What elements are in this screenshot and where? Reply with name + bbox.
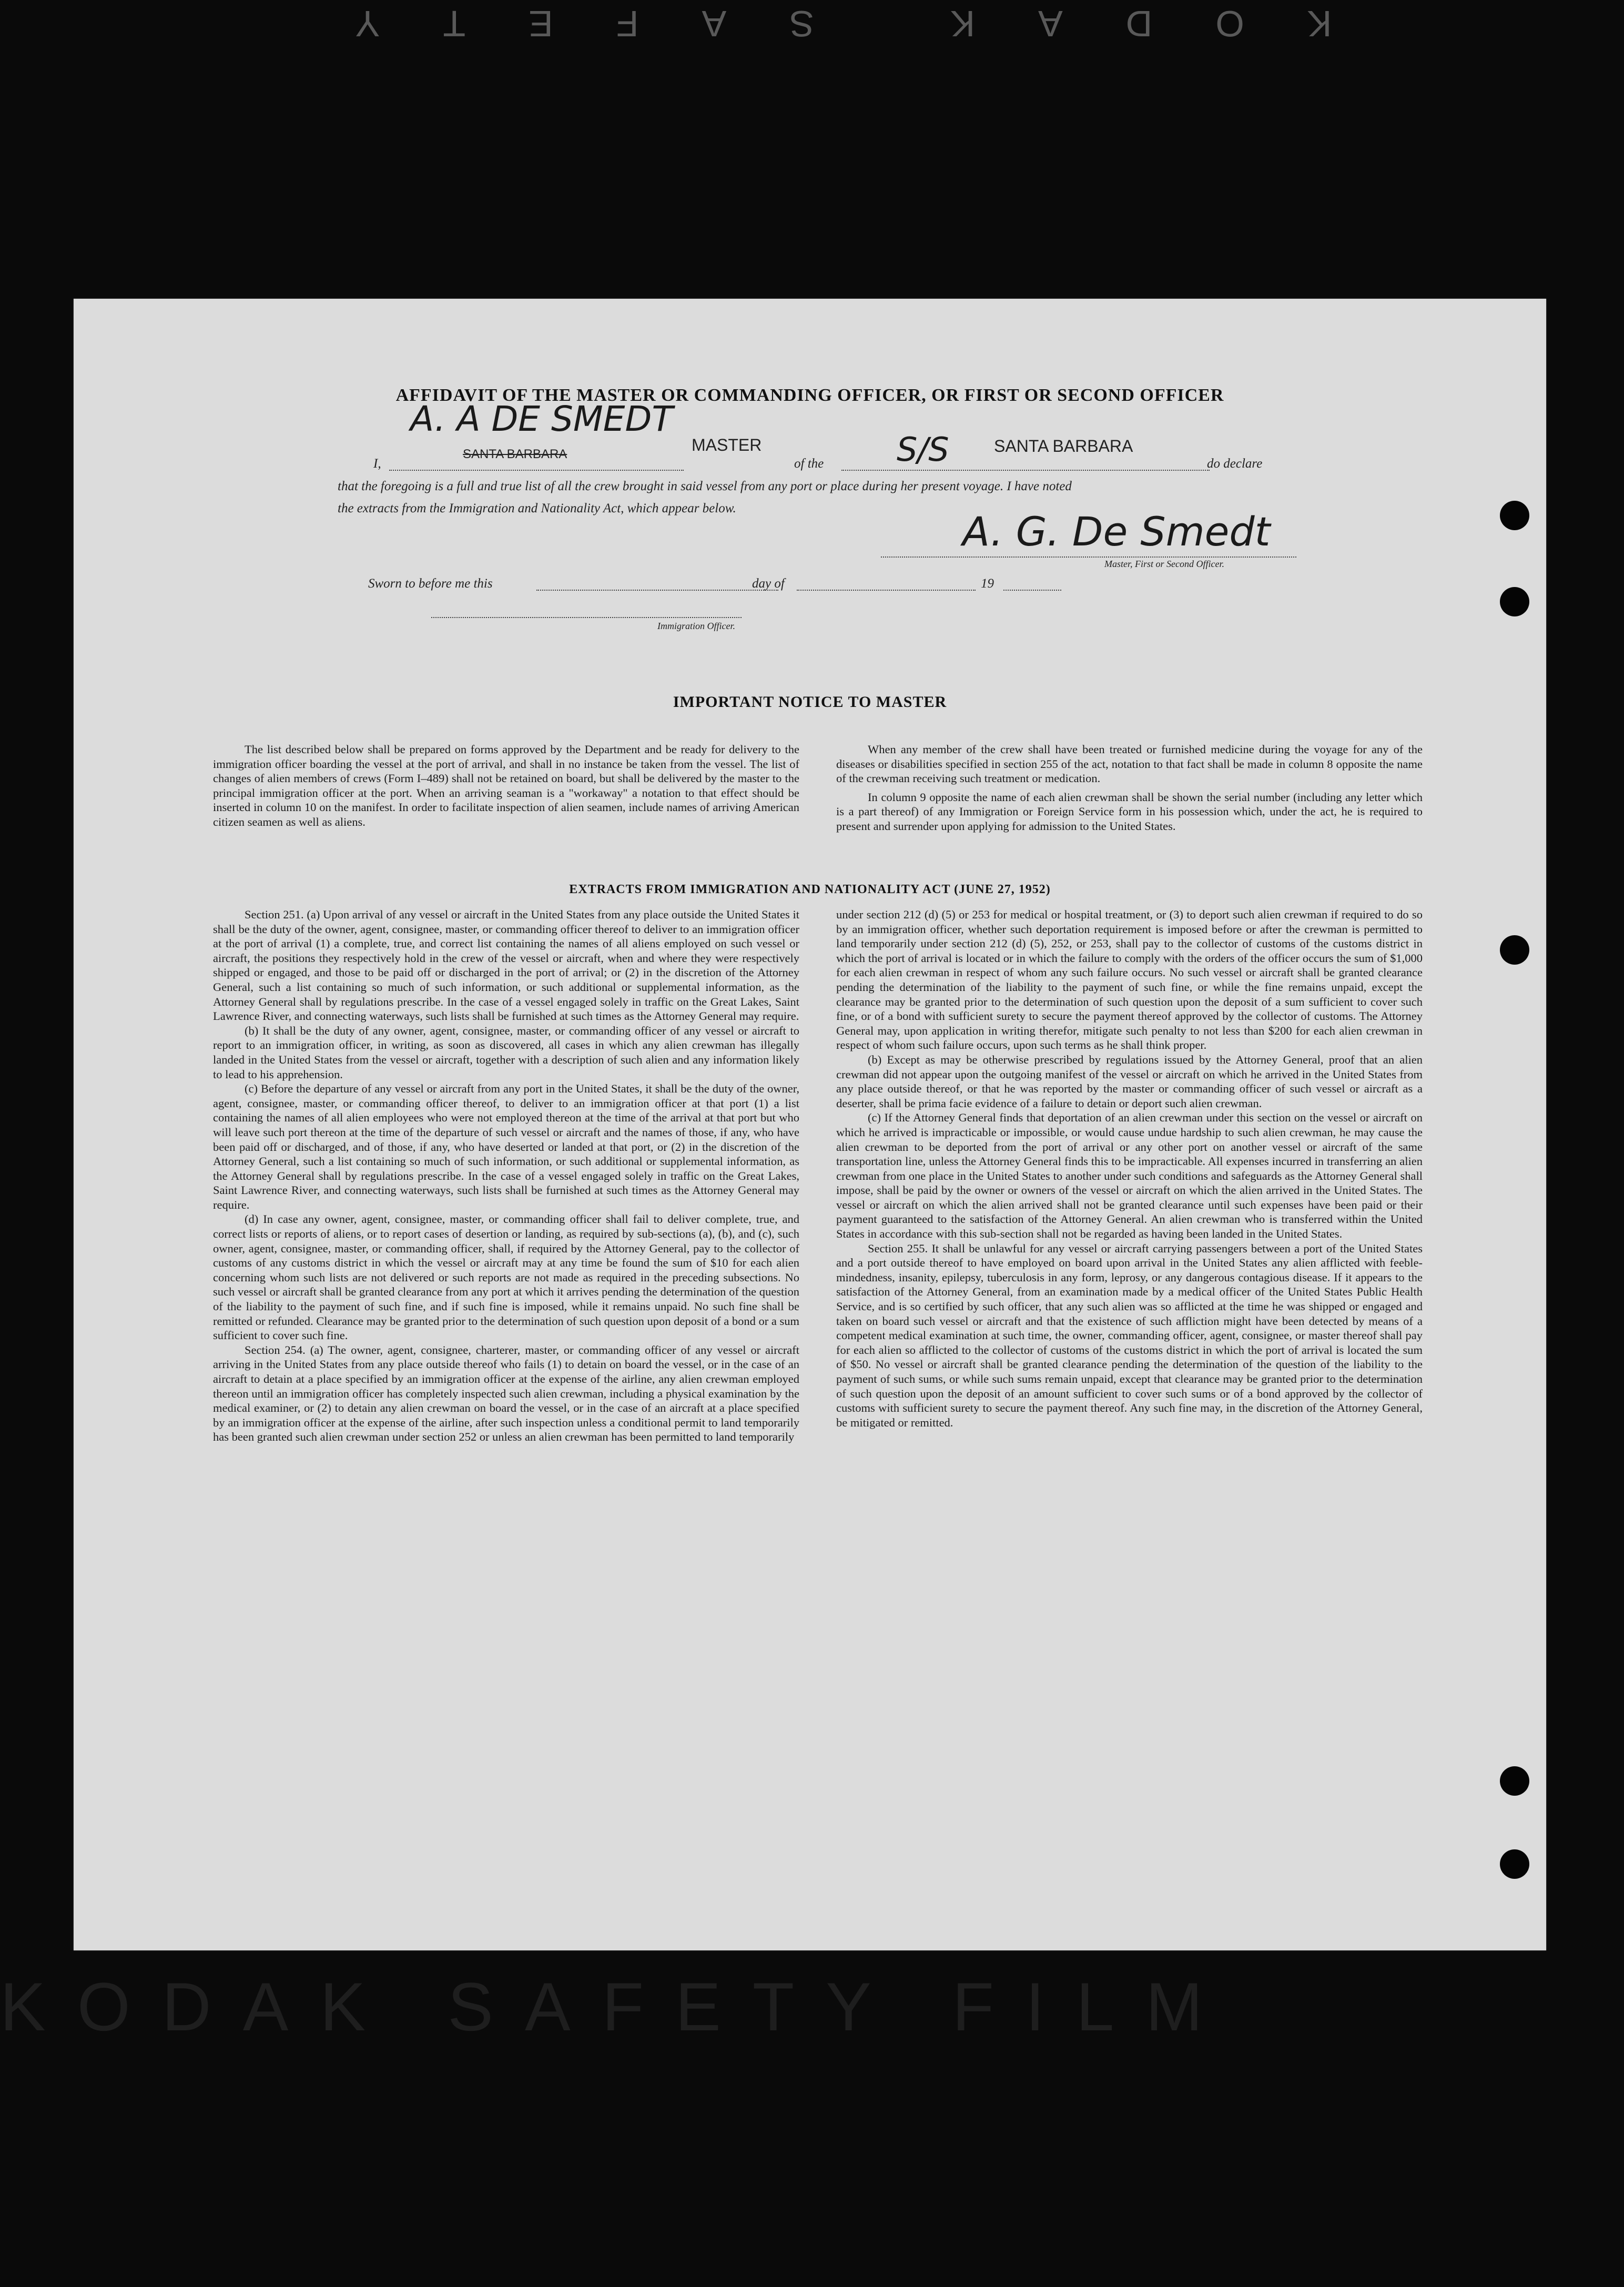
section-251-a: Section 251. (a) Upon arrival of any vessel or aircraft in the United States from any place outside the United States it shall be the duty of the owner, agent, consignee, master, or commanding officer thereof to deliver to an immigration officer at the port of arrival (1) a complete, true, and correct list containing the names of all aliens employed on such vessel or aircraft, the positions they respectively hold in the crew of the vessel or aircraft, when and where they were respectively shipped or engaged, and those to be paid off or discharged in the port of arrival; or (2) in the discretion of the Attorney General, such a list containing so much of such information, or such additional or supplemental information, as the Attorney General shall by regulations prescribe. In the case of a vessel engaged solely in traffic on the Great Lakes, Saint Lawrence River, and connecting waterways, such lists shall be furnished at such times as the Attorney General may require. (213, 908, 799, 1023)
declaration-line-2: the extracts from the Immigration and Nationality Act, which appear below. (338, 501, 736, 515)
notice-left-paragraph: The list described below shall be prepared on forms approved by the Department and be ready for delivery to the immigration officer boarding the vessel at the port of arrival, and shall in no instance be taken from the vessel. The list of changes of alien members of crews (Form I–489) shall not be retained on board, but shall be delivered by the master to the principal immigration officer at the port. When an arriving seaman is a "workaway" a notation to that effect should be inserted in column 10 on the manifest. In order to facilitate inspection of alien seamen, include names of arriving American citizen seamen as well as aliens. (213, 743, 799, 828)
handwritten-name: A. A DE SMEDT (410, 399, 673, 439)
extracts-left-column (213, 907, 799, 1444)
master-signature: A. G. De Smedt (962, 508, 1271, 555)
extracts-right-column (836, 907, 1423, 1430)
section-254-b: (b) Except as may be otherwise prescribed by regulations issued by the Attorney General, proof that an alien crewman did not appear upon the outgoing manifest of the vessel or aircraft on which he arrived in the United States from any place outside thereof, or that he was reported by the master or commanding officer of such vessel or aircraft as a deserter, shall be prima facie evidence of a failure to detain or deport such alien crewman. (836, 1053, 1423, 1110)
name-line (389, 470, 684, 471)
section-251-c: (c) Before the departure of any vessel or aircraft from any port in the United States, it shall be the duty of the owner, agent, consignee, master, or commanding officer thereof, to deliver to an immigration officer at that port (1) a list containing the names of all alien employees who were not employed thereon at the time of the arrival at that port but who will leave such port thereon at the time of the departure of such vessel or aircraft and the names of those, if any, who have been paid off or discharged, and of those, if any, who have deserted or landed at that port, or (2) in the discretion of the Attorney General, such a list containing so much of such information, or such additional or supplemental information, as the Attorney General shall by regulations prescribe. In the case of a vessel engaged solely in traffic on the Great Lakes, Saint Lawrence River, and connecting waterways, such lists shall be furnished at such times as the Attorney General may require. (213, 1082, 799, 1211)
do-declare-label: do declare (1207, 457, 1263, 471)
year-prefix: 19 (981, 576, 994, 591)
day-of-label: day of (752, 576, 785, 591)
declaration-line-1: that the foregoing is a full and true list of all the crew brought in said vessel from any port or place during her present voyage. I have noted (338, 479, 1072, 493)
affidavit-title: AFFIDAVIT OF THE MASTER OR COMMANDING OFFICER, OR FIRST OR SECOND OFFICER (395, 386, 1224, 405)
binder-hole (1500, 935, 1529, 965)
officer-caption: Immigration Officer. (657, 621, 735, 631)
notice-left-column (213, 742, 799, 829)
officer-signature-line (431, 617, 742, 618)
section-254-c: (c) If the Attorney General finds that deportation of an alien crewman under this section on the vessel or aircraft on which he arrived is impracticable or impossible, or would cause undue hardship to such alien crewman, he may cause the alien crewman to be deported from the port of arrival or any other port on another vessel or aircraft of the same transportation line, unless the Attorney General finds this to be impracticable. All expenses incurred in transferring an alien crewman from one place in the United States to another under such conditions and safeguards as the Attorney General shall impose, shall be paid by the owner or owners of the vessel or aircraft on which the alien arrived in the United States. The vessel or aircraft on which the alien arrived shall not be granted clearance until such expenses have been paid or their payment guaranteed to the satisfaction of the Attorney General. An alien crewman who is transferred within the United States in accordance with this sub-section shall not be regarded as having been landed in the United States. (836, 1111, 1423, 1241)
binder-hole (1500, 1849, 1529, 1879)
extracts-title: EXTRACTS FROM IMMIGRATION AND NATIONALITY ACT (JUNE 27, 1952) (569, 883, 1051, 896)
film-edge-top: KODAK SAFETY (292, 3, 1332, 44)
section-255: Section 255. It shall be unlawful for any vessel or aircraft carrying passengers between a port of the United States and a port outside thereof to have employed on board upon arrival in the United States any alien afflicted with feeble-mindedness, insanity, epilepsy, tuberculosis in any form, leprosy, or any dangerous contagious disease. If it appears to the satisfaction of the Attorney General, from an examination made by a medical officer of the United States Public Health Service, and is so certified by such officer, that any such alien was so afflicted at the time he was shipped or engaged and taken on board such vessel or aircraft and that the existence of such affliction might have been detected by means of a competent medical examination at such time, the owner, commanding officer, agent, consignee, or master thereof shall pay for each alien so afflicted to the collector of customs of the customs district in which the port of arrival is located the sum of $50. No vessel or aircraft shall be granted clearance pending the determination of the question of the liability to the payment of such sums, or while such sums remain unpaid, except that clearance may be granted prior to the determination of such question upon the deposit of an amount sufficient to cover such sums or of a bond approved by the collector of customs with sufficient surety to secure the payment thereof. Any such fine may, in the discretion of the Attorney General, be mitigated or remitted. (836, 1241, 1423, 1429)
section-254-a-continued: under section 212 (d) (5) or 253 for medical or hospital treatment, or (3) to deport such alien crewman if required to do so by an immigration officer, whether such deportation requirement is imposed before or after the crewman is permitted to land temporarily under section 212 (d) (5), 252, or 253, shall pay to the collector of customs of the customs district in which the port of arrival is located or in which the failure to comply with the orders of the officer occurs the sum of $1,000 for each alien crewman in respect of whom any such failure occurs. No such vessel or aircraft shall be granted clearance pending the determination of the liability to the payment of such fine, or while the fine remains unpaid, except the clearance may be granted prior to the determination of such question upon the deposit of a sum sufficient to cover such fine, or of a bond with sufficient surety to secure the payment thereof approved by the collector of customs. The Attorney General may, upon application in writing therefor, mitigate such penalty to not less than $200 for each alien crewman in respect of whom such failure occurs, upon such terms as he shall think proper. (836, 908, 1423, 1052)
notice-title: IMPORTANT NOTICE TO MASTER (673, 693, 947, 711)
sworn-label: Sworn to before me this (368, 576, 493, 591)
i-label: I, (373, 457, 381, 471)
of-the-label: of the (794, 457, 824, 471)
section-251-d: (d) In case any owner, agent, consignee, master, or commanding officer shall fail to deliver complete, true, and correct lists or reports of aliens, or to report cases of desertion or landing, as required by sub-sections (a), (b), and (c), such owner, agent, consignee, master, or commanding officer, shall, if required by the Attorney General, pay to the collector of customs of any customs district in which the vessel or aircraft may at any time be found the sum of $10 for each alien concerning whom such lists are not delivered or such reports are not made as required in the preceding subsections. No such vessel or aircraft shall be granted clearance from any port at which it arrives pending the determination of the question of the liability to the payment of such fine, and if such fine is imposed, while it remains unpaid. No such fine shall be remitted or refunded. Clearance may be granted prior to the determination of such question upon deposit of a bond or a sum sufficient to cover such fine. (213, 1212, 799, 1342)
section-254-a: Section 254. (a) The owner, agent, consignee, charterer, master, or commanding officer of any vessel or aircraft arriving in the United States from any place outside thereof who fails (1) to detain on board the vessel, or in the case of an aircraft to detain at a place specified by an immigration officer at the expense of the airline, any alien crewman employed thereon until an immigration officer has completely inspected such alien crewman, including a physical examination by the medical examiner, or (2) to detain any alien crewman on board the vessel, or in the case of an aircraft at a place specified by an immigration officer at the expense of the airline, after such inspection unless a conditional permit to land temporarily has been granted such alien crewman under section 252 or unless an alien crewman has been permitted to land temporarily (213, 1343, 799, 1444)
notice-right-column (836, 742, 1423, 834)
vessel-line (841, 470, 1210, 471)
struck-stamp: SANTA BARBARA (463, 447, 567, 461)
notice-right-paragraph-1: When any member of the crew shall have been treated or furnished medicine during the voyage for any of the diseases or disabilities specified in section 255 of the act, notation to that fact shall be made in column 8 opposite the name of the crewman receiving such treatment or medication. (836, 743, 1423, 785)
notice-right-paragraph-2: In column 9 opposite the name of each alien crewman shall be shown the serial number (including any letter which is a part thereof) of any Immigration or Foreign Service form in his possession which, under the act, he is required to present and surrender upon applying for admission to the United States. (836, 790, 1423, 833)
signature-caption: Master, First or Second Officer. (1104, 559, 1224, 569)
binder-hole (1500, 1766, 1529, 1796)
affidavit-page (74, 299, 1546, 1950)
binder-hole (1500, 501, 1529, 530)
sworn-month-line (797, 590, 976, 591)
section-251-b: (b) It shall be the duty of any owner, agent, consignee, master, or commanding officer of any vessel or aircraft to report to an immigration officer, in writing, as soon as discovered, all cases in which any alien crewman has illegally landed in the United States from the vessel or aircraft, together with a description of such alien and any information likely to lead to his apprehension. (213, 1024, 799, 1081)
film-edge-bottom: KODAK SAFETY FILM (0, 1968, 1234, 2045)
sworn-day-line (536, 590, 778, 591)
signature-line (881, 556, 1296, 558)
binder-hole (1500, 587, 1529, 616)
sworn-year-line (1003, 590, 1061, 591)
vessel-name-stamp: SANTA BARBARA (994, 437, 1133, 456)
rank-stamp: MASTER (692, 436, 762, 454)
vessel-prefix-handwritten: S/S (897, 430, 949, 469)
